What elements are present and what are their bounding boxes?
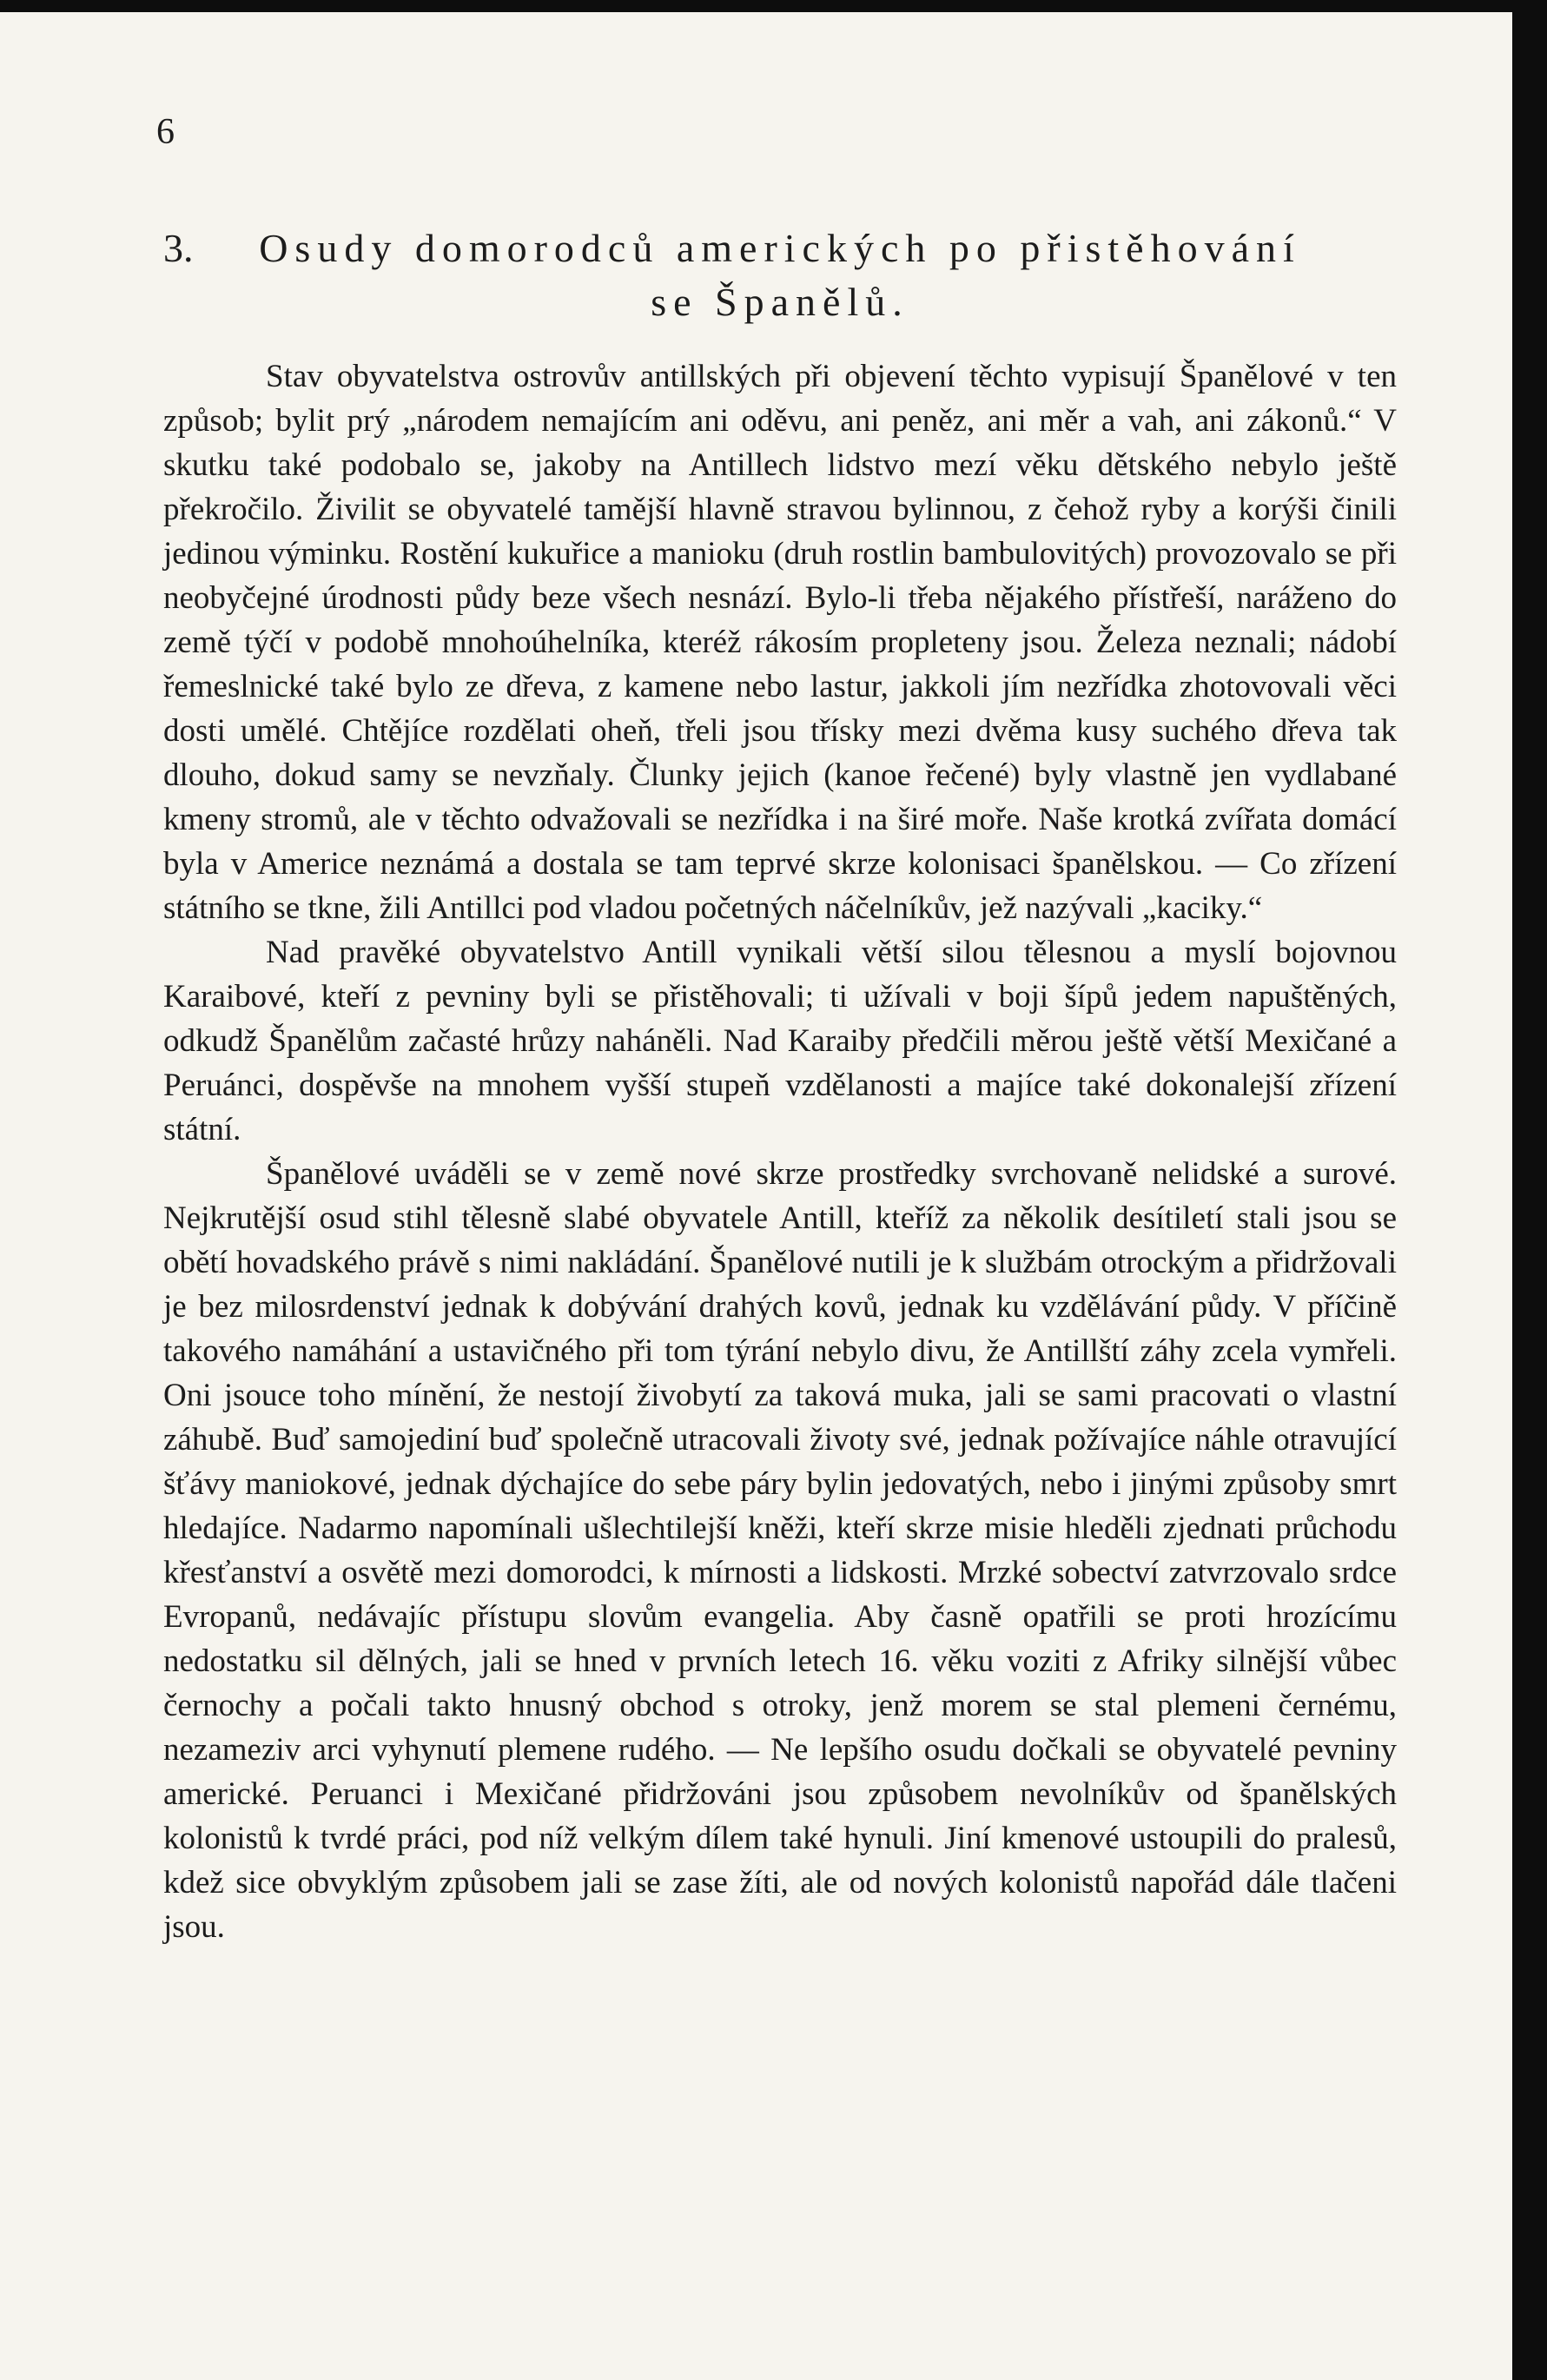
scan-border-top	[0, 0, 1547, 12]
paragraph-2: Nad pravěké obyvatelstvo Antill vynikali větší silou tělesnou a myslí bojovnou Karaibové, kteří z pevniny byli se přistěhovali; ti užívali v boji šípů jedem napuštěných, odkudž Španělům začasté hrůzy naháněli. Nad Karaiby předčili měrou ještě větší Mexičané a Peruánci, dospěvše na mnohem vyšší stupeň vzdělanosti a majíce také dokonalejší zřízení státní.	[163, 935, 1397, 1147]
section-heading	[163, 221, 1397, 329]
body-text	[163, 354, 1397, 1949]
scan-border-right	[1512, 0, 1547, 2380]
page-number: 6	[156, 112, 175, 152]
paragraph-1: Stav obyvatelstva ostrovův antillských při objevení těchto vypisují Španělové v ten způsob; bylit prý „národem nemajícím ani oděvu, ani peněz, ani měr a vah, ani zákonů.“ V skutku také podobalo se, jakoby na Antillech lidstvo mezí věku dětského nebylo ještě překročilo. Živilit se obyvatelé tamější hlavně stravou bylinnou, z čehož ryby a korýši činili jedinou výminku. Rostění kukuřice a manioku (druh rostlin bambulovitých) provozovalo se při neobyčejné úrodnosti půdy beze všech nesnází. Bylo-li třeba nějakého přístřeší, naráženo do země týčí v podobě mnohoúhelníka, kteréž rákosím propleteny jsou. Železa neznali; nádobí řemeslnické také bylo ze dřeva, z kamene nebo lastur, jakkoli jím nezřídka zhotovovali věci dosti umělé. Chtějíce rozdělati oheň, třeli jsou třísky mezi dvěma kusy suchého dřeva tak dlouho, dokud samy se nevzňaly. Člunky jejich (kanoe řečené) byly vlastně jen vydlabané kmeny stromů, ale v těchto odvažovali se nezřídka i na širé moře. Naše krotká zvířata domácí byla v Americe neznámá a dostala se tam teprvé skrze kolonisaci španělskou. — Co zřízení státního se tkne, žili Antillci pod vladou početných náčelníkův, jež nazývali „kaciky.“	[163, 359, 1397, 926]
section-number: 3.	[163, 226, 194, 270]
section-title-line-2: se Španělů.	[651, 280, 909, 324]
paragraph-3: Španělové uváděli se v země nové skrze prostředky svrchovaně nelidské a surové. Nejkrutější osud stihl tělesně slabé obyvatele Antill, kteříž za několik desítiletí stali jsou se obětí hovadského právě s nimi nakládání. Španělové nutili je k službám otrockým a přidržovali je bez milosrdenství jednak k dobývání drahých kovů, jednak ku vzdělávání půdy. V příčině takového namáhání a ustavičného při tom týrání nebylo divu, že Antillští záhy zcela vymřeli. Oni jsouce toho mínění, že nestojí živobytí za taková muka, jali se sami pracovati o vlastní záhubě. Buď samojediní buď společně utracovali životy své, jednak požívajíce náhle otravující šťávy maniokové, jednak dýchajíce do sebe páry bylin jedovatých, nebo i jinými způsoby smrt hledajíce. Nadarmo napomínali ušlechtilejší kněži, kteří skrze misie hleděli zjednati průchodu křesťanství a osvětě mezi domorodci, k mírnosti a lidskosti. Mrzké sobectví zatvrzovalo srdce Evropanů, nedávajíc přístupu slovům evangelia. Aby časně opatřili se proti hrozícímu nedostatku sil dělných, jali se hned v prvních letech 16. věku voziti z Afriky silnější vůbec černochy a počali takto hnusný obchod s otroky, jenž morem se stal plemeni černému, nezameziv arci vyhynutí plemene rudého. — Ne lepšího osudu dočkali se obyvatelé pevniny americké. Peruanci i Mexičané přidržováni jsou způsobem nevolníkův od španělských kolonistů k tvrdé práci, pod níž velkým dílem také hynuli. Jiní kmenové ustoupili do pralesů, kdež sice obvyklým způsobem jali se zase žíti, ale od nových kolonistů napořád dále tlačeni jsou.	[163, 1156, 1397, 1945]
section-title-line-1: Osudy domorodců amerických po přistěhování	[259, 226, 1301, 270]
